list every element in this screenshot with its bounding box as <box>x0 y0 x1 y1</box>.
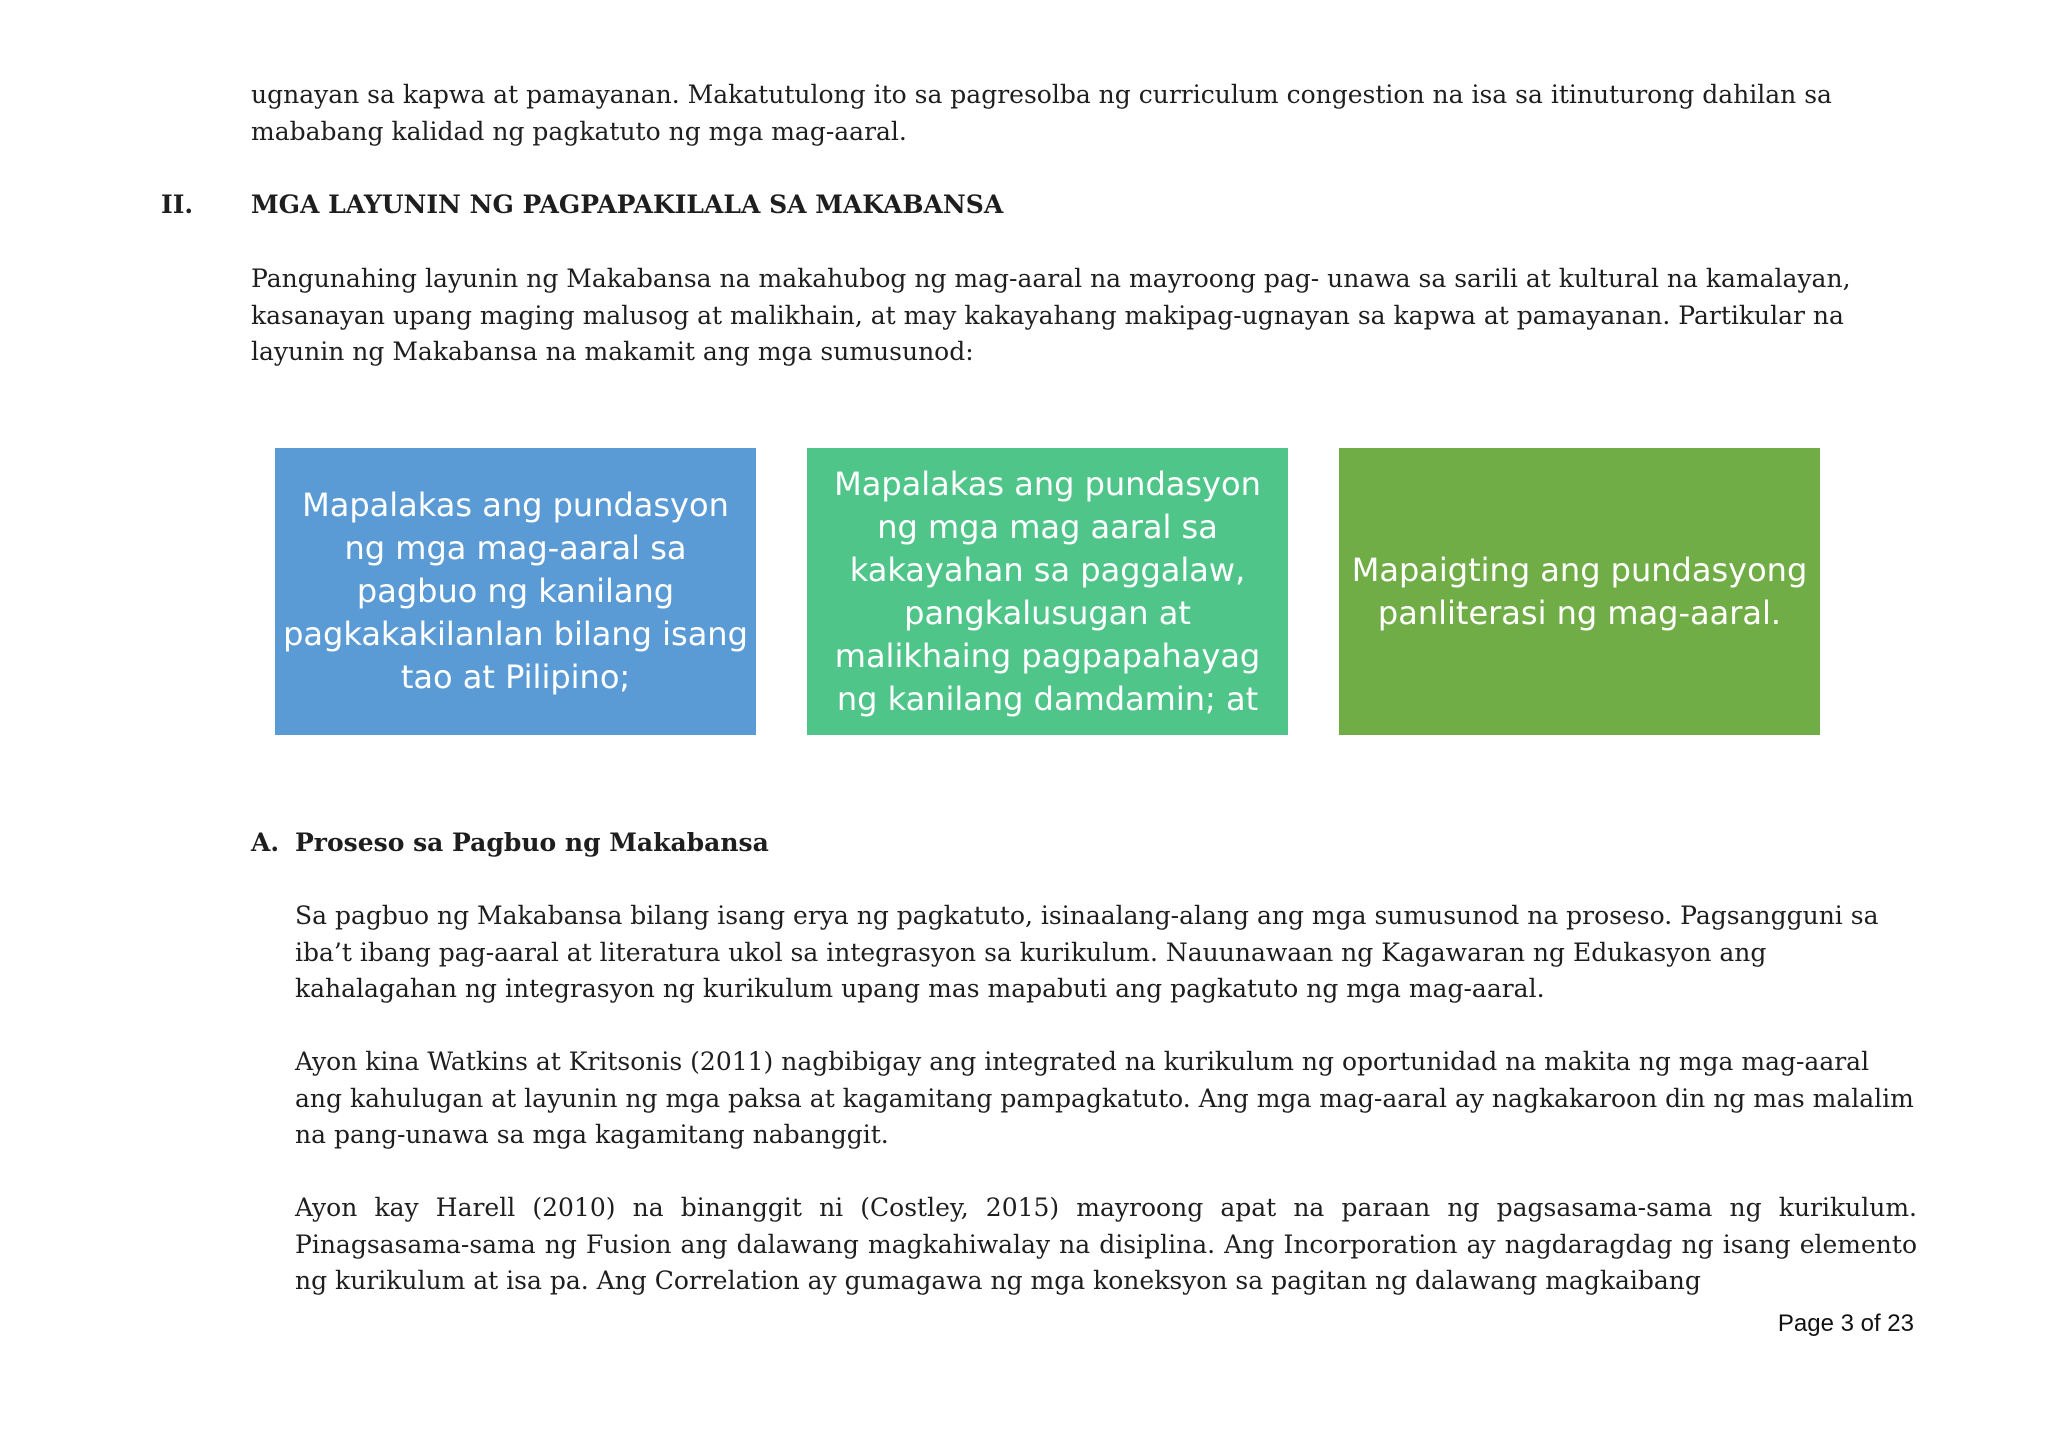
objective-box-identity <box>275 448 756 735</box>
objective-text: Mapalakas ang pundasyon ng mga mag-aaral sa pagbuo ng kanilang pagkakakilanlan bilang isang tao at Pilipino; <box>283 486 748 696</box>
intro-paragraph: ugnayan sa kapwa at pamayanan. Makatutulong ito sa pagresolba ng curriculum congestion na isa sa itinuturong dahilan sa mababang kalidad ng pagkatuto ng mga mag-aaral. <box>251 80 1832 146</box>
page-number: Page 3 of 23 <box>1777 1310 1914 1337</box>
subsection-title: Proseso sa Pagbuo ng Makabansa <box>295 828 769 857</box>
section-title: MGA LAYUNIN NG PAGPAPAKILALA SA MAKABANSA <box>251 190 1004 219</box>
objective-text: Mapalakas ang pundasyon ng mga mag aaral sa kakayahan sa paggalaw, pangkalusugan at malikhaing pagpapahayag ng kanilang damdamin; at <box>834 464 1261 718</box>
section-number: II. <box>161 190 194 219</box>
process-paragraph: Sa pagbuo ng Makabansa bilang isang erya ng pagkatuto, isinaalang-alang ang mga sumusunod na proseso. Pagsangguni sa iba’t ibang pag-aaral at literatura ukol sa integrasyon sa kurikulum. Nauunawaan ng Kagawaran ng Edukasyon ang kahalagahan ng integrasyon ng kurikulum upang mas mapabuti ang pagkatuto ng mga mag-aaral. <box>295 901 1879 1003</box>
objective-box-literacy <box>1339 448 1820 735</box>
objective-box-movement-health <box>807 448 1288 735</box>
objectives-paragraph: Pangunahing layunin ng Makabansa na makahubog ng mag-aaral na mayroong pag- unawa sa sarili at kultural na kamalayan, kasanayan upang maging malusog at malikhain, at may kakayahang makipag-ugnayan sa kapwa at pamayanan. Partikular na layunin ng Makabansa na makamit ang mga sumusunod: <box>251 264 1851 366</box>
objective-text: Mapaigting ang pundasyong panliterasi ng mag-aaral. <box>1351 550 1808 632</box>
harell-paragraph: Ayon kay Harell (2010) na binanggit ni (Costley, 2015) mayroong apat na paraan ng pagsasama-sama ng kurikulum. Pinagsasama-sama ng Fusion ang dalawang magkahiwalay na disiplina. Ang Incorporation ay nagdaragdag ng isang elemento ng kurikulum at isa pa. Ang Correlation ay gumagawa ng mga koneksyon sa pagitan ng dalawang magkaibang <box>295 1193 1917 1295</box>
subsection-letter: A. <box>251 828 280 857</box>
watkins-paragraph: Ayon kina Watkins at Kritsonis (2011) nagbibigay ang integrated na kurikulum ng oportunidad na makita ng mga mag-aaral ang kahulugan at layunin ng mga paksa at kagamitang pampagkatuto. Ang mga mag-aaral ay nagkakaroon din ng mas malalim na pang-unawa sa mga kagamitang nabanggit. <box>295 1047 1914 1149</box>
